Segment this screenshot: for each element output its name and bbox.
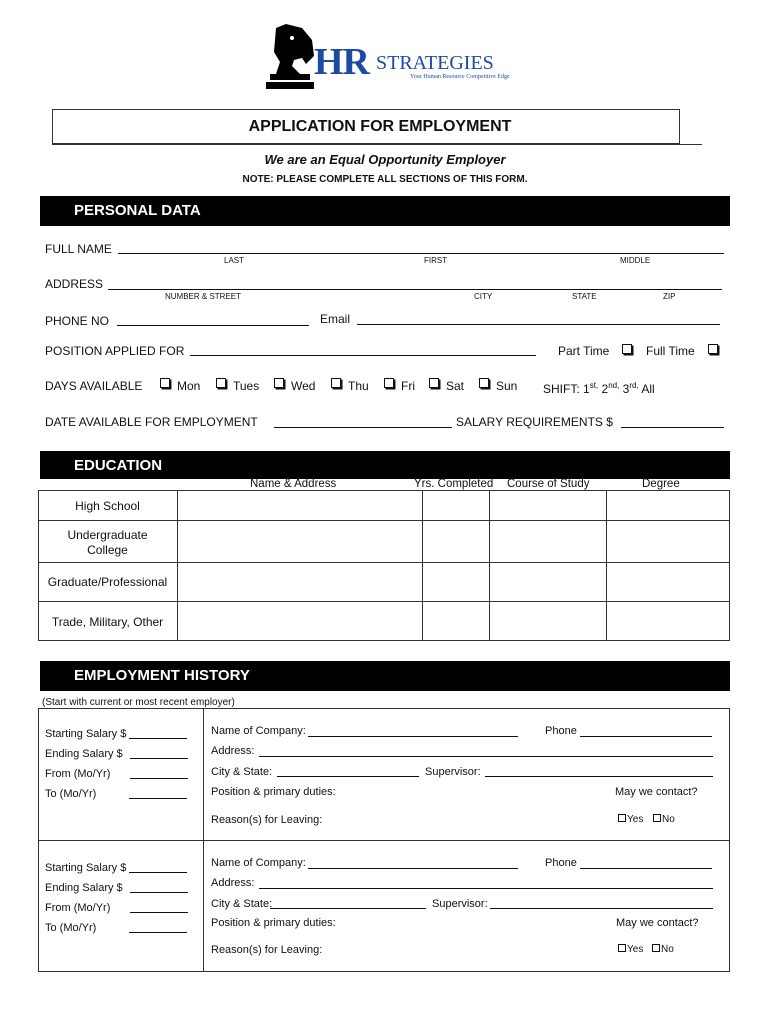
phone-field[interactable] <box>117 325 309 326</box>
phone-label: PHONE NO <box>45 314 110 328</box>
company-field[interactable] <box>308 868 518 869</box>
sat-checkbox[interactable] <box>429 378 439 388</box>
supervisor-field[interactable] <box>485 776 713 777</box>
tues-label: Tues <box>233 379 260 393</box>
state-label: STATE <box>572 292 597 301</box>
address-label: ADDRESS <box>45 277 104 291</box>
sun-label: Sun <box>496 379 518 393</box>
company-address-field[interactable] <box>259 888 713 889</box>
personal-data-header: PERSONAL DATA <box>40 196 730 226</box>
edu-row-graduate: Graduate/Professional <box>47 575 168 589</box>
supervisor-field[interactable] <box>490 908 713 909</box>
eeo-subtitle: We are an Equal Opportunity Employer <box>264 152 506 167</box>
contact-yes-option[interactable]: Yes <box>618 943 643 957</box>
contact-no-option[interactable]: No <box>652 943 674 957</box>
to-label: To (Mo/Yr) <box>45 788 97 800</box>
wed-label: Wed <box>291 379 316 393</box>
company-phone-label: Phone <box>545 725 577 737</box>
supervisor-label: Supervisor: <box>432 898 488 910</box>
company-phone-label: Phone <box>545 857 577 869</box>
title-underline <box>52 144 702 145</box>
part-time-label: Part Time <box>558 344 610 358</box>
may-contact-label: May we contact? <box>615 786 698 798</box>
full-time-checkbox[interactable] <box>708 344 718 354</box>
education-header: EDUCATION <box>40 451 730 479</box>
ending-salary-field[interactable] <box>130 892 188 893</box>
company-address-label: Address: <box>211 745 255 757</box>
fri-checkbox[interactable] <box>384 378 394 388</box>
contact-yes-option[interactable]: Yes <box>618 813 643 827</box>
edu-col-course: Course of Study <box>507 478 590 490</box>
may-contact-label: May we contact? <box>616 917 699 929</box>
city-state-field[interactable] <box>270 908 426 909</box>
brand-tagline: Your Human Resource Competitive Edge <box>410 74 510 80</box>
yes-checkbox[interactable] <box>618 944 626 952</box>
sat-label: Sat <box>446 379 465 393</box>
to-field[interactable] <box>129 798 187 799</box>
mon-label: Mon <box>177 379 201 393</box>
first-label: FIRST <box>424 256 448 265</box>
from-label: From (Mo/Yr) <box>45 768 111 780</box>
last-label: LAST <box>224 256 245 265</box>
from-label: From (Mo/Yr) <box>45 902 111 914</box>
city-state-label: City & State: <box>211 766 273 778</box>
logo <box>262 22 512 92</box>
position-label: POSITION APPLIED FOR <box>45 344 185 358</box>
thu-label: Thu <box>348 379 369 393</box>
company-address-field[interactable] <box>259 756 713 757</box>
shift-all[interactable]: All <box>641 382 655 396</box>
wed-checkbox[interactable] <box>274 378 284 388</box>
reasons-leaving-label: Reason(s) for Leaving: <box>211 814 323 826</box>
from-field[interactable] <box>130 778 188 779</box>
starting-salary-label: Starting Salary $ <box>45 728 127 740</box>
full-name-field[interactable] <box>118 253 724 254</box>
position-duties-label: Position & primary duties: <box>211 917 336 929</box>
date-available-label: DATE AVAILABLE FOR EMPLOYMENT <box>45 415 258 429</box>
salary-requirements-label: SALARY REQUIREMENTS $ <box>456 415 613 429</box>
position-field[interactable] <box>190 355 536 356</box>
company-field[interactable] <box>308 736 518 737</box>
contact-no-option[interactable]: No <box>653 813 675 827</box>
edu-col-yrs-completed: Yrs. Completed <box>414 478 494 490</box>
reasons-leaving-label: Reason(s) for Leaving: <box>211 944 323 956</box>
street-label: NUMBER & STREET <box>165 292 242 301</box>
company-label: Name of Company: <box>211 857 306 869</box>
shift-first[interactable]: $1^{st,}$ <box>583 381 599 396</box>
shift-label: SHIFT: $1^{st,}$ $2^{nd,}$ $3^{rd,}$ All <box>543 381 655 396</box>
to-field[interactable] <box>129 932 187 933</box>
employment-note: (Start with current or most recent employer) <box>42 697 235 708</box>
middle-label: MIDDLE <box>620 256 651 265</box>
edu-row-college: College <box>87 543 128 557</box>
shift-third[interactable]: $3^{rd,}$ <box>622 381 639 396</box>
shift-second[interactable]: $2^{nd,}$ <box>601 381 620 396</box>
edu-row-high-school: High School <box>75 499 140 513</box>
sun-checkbox[interactable] <box>479 378 489 388</box>
no-checkbox[interactable] <box>653 814 661 822</box>
address-field[interactable] <box>108 289 722 290</box>
date-available-field[interactable] <box>274 427 452 428</box>
company-address-label: Address: <box>211 877 255 889</box>
ending-salary-field[interactable] <box>130 758 188 759</box>
company-phone-field[interactable] <box>580 868 712 869</box>
starting-salary-label: Starting Salary $ <box>45 862 127 874</box>
starting-salary-field[interactable] <box>129 738 187 739</box>
thu-checkbox[interactable] <box>331 378 341 388</box>
page-title: APPLICATION FOR EMPLOYMENT <box>248 118 512 135</box>
no-checkbox[interactable] <box>652 944 660 952</box>
fri-label: Fri <box>401 379 415 393</box>
city-label: CITY <box>474 292 493 301</box>
mon-checkbox[interactable] <box>160 378 170 388</box>
email-label: Email <box>320 312 351 326</box>
tues-checkbox[interactable] <box>216 378 226 388</box>
salary-requirements-field[interactable] <box>621 427 724 428</box>
company-phone-field[interactable] <box>580 736 712 737</box>
starting-salary-field[interactable] <box>129 872 187 873</box>
company-label: Name of Company: <box>211 725 306 737</box>
edu-col-degree: Degree <box>642 478 680 490</box>
chess-knight-icon <box>262 22 320 90</box>
edu-col-name-address: Name & Address <box>250 478 337 490</box>
part-time-checkbox[interactable] <box>622 344 632 354</box>
brand-strategies: STRATEGIES <box>376 52 494 74</box>
to-label: To (Mo/Yr) <box>45 922 97 934</box>
position-duties-label: Position & primary duties: <box>211 786 336 798</box>
days-available-label: DAYS AVAILABLE <box>45 379 143 393</box>
from-field[interactable] <box>130 912 188 913</box>
yes-checkbox[interactable] <box>618 814 626 822</box>
employment-history-header: EMPLOYMENT HISTORY <box>40 661 730 691</box>
email-field[interactable] <box>357 324 720 325</box>
edu-row-trade: Trade, Military, Other <box>51 615 164 629</box>
form-note: NOTE: PLEASE COMPLETE ALL SECTIONS OF THIS FORM. <box>242 174 528 185</box>
brand-hr: HR <box>314 41 369 83</box>
city-state-label: City & State: <box>211 898 273 910</box>
ending-salary-label: Ending Salary $ <box>45 748 123 760</box>
edu-row-undergraduate: Undergraduate <box>67 528 148 542</box>
ending-salary-label: Ending Salary $ <box>45 882 123 894</box>
zip-label: ZIP <box>663 292 676 301</box>
city-state-field[interactable] <box>277 776 419 777</box>
full-time-label: Full Time <box>646 344 695 358</box>
full-name-label: FULL NAME <box>45 242 112 256</box>
supervisor-label: Supervisor: <box>425 766 481 778</box>
